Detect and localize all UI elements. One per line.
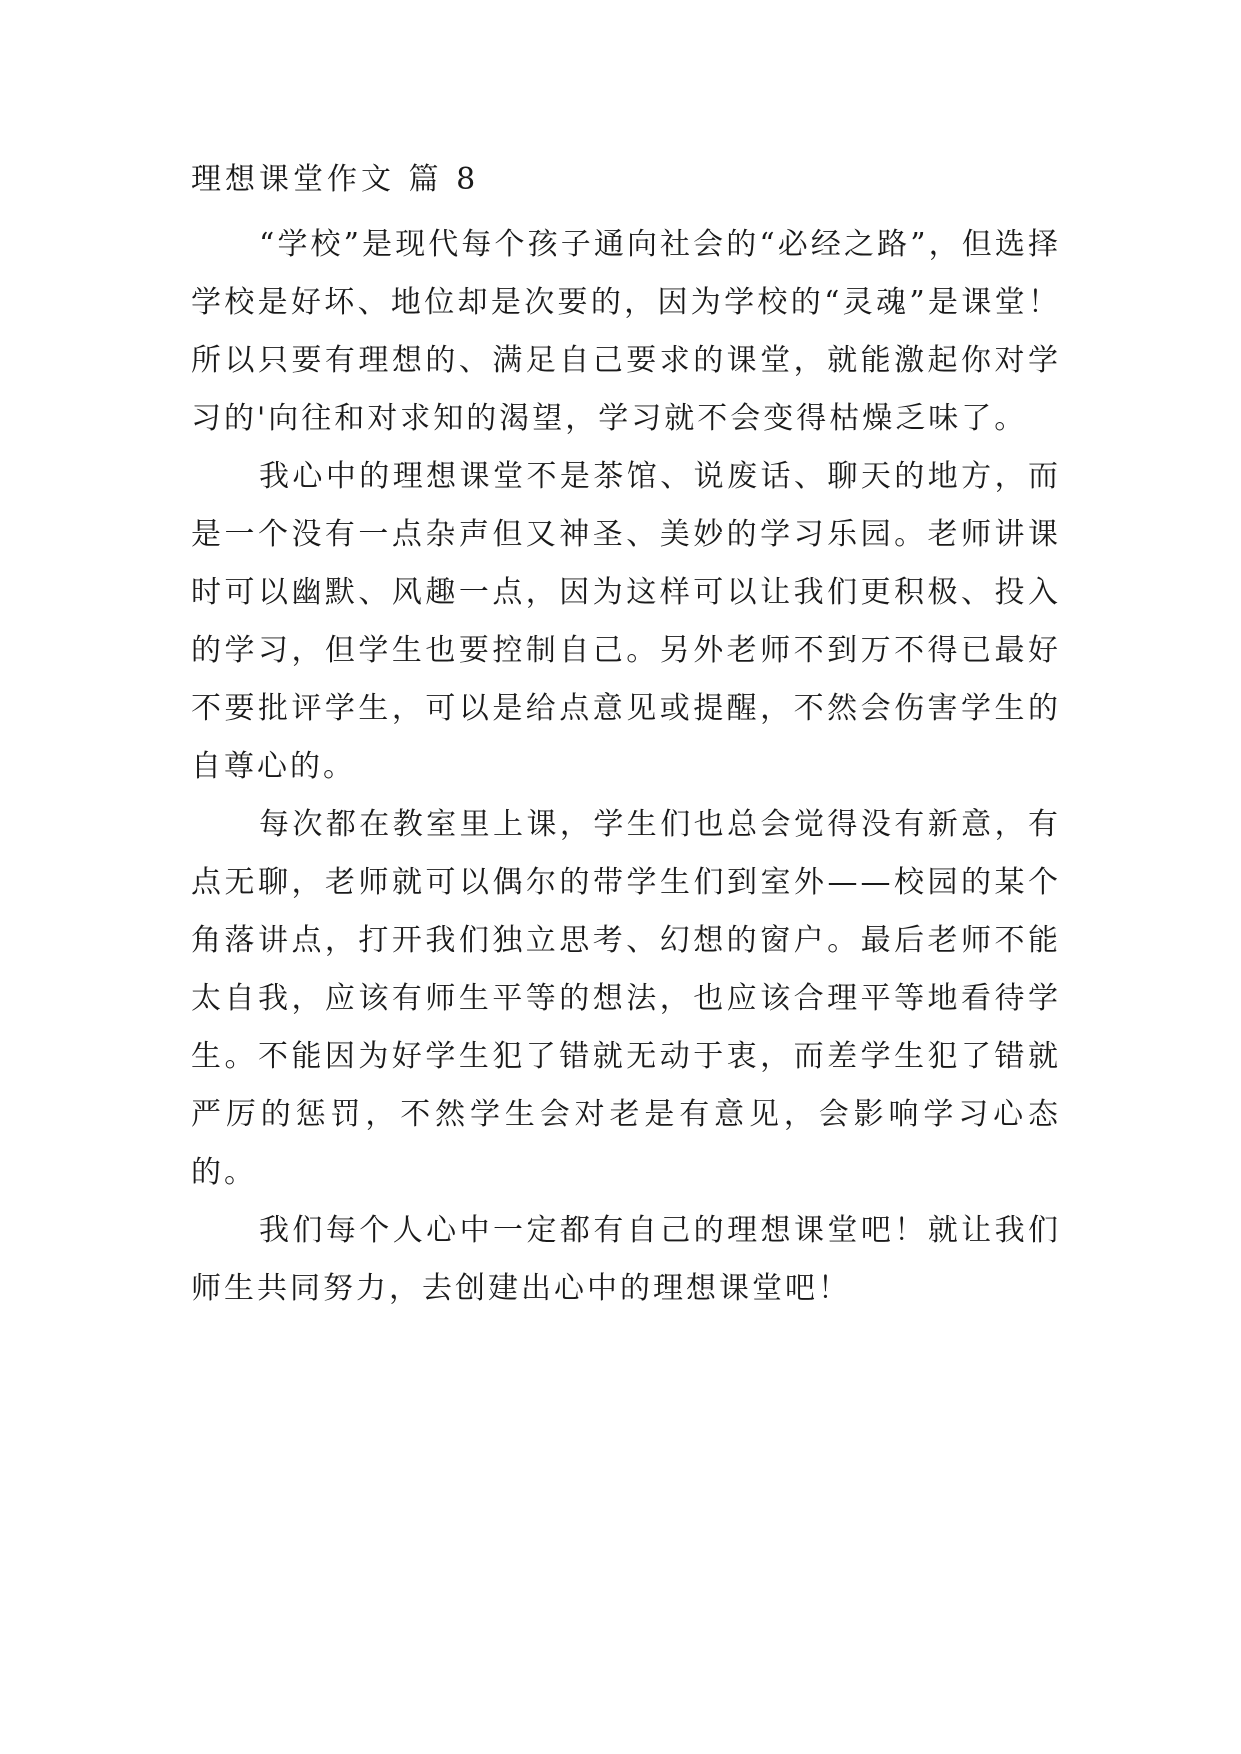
paragraph-4: 我们每个人心中一定都有自己的理想课堂吧！就让我们师生共同努力，去创建出心中的理想课堂吧！ (191, 1213, 1061, 1306)
paragraph-2: 我心中的理想课堂不是茶馆、说废话、聊天的地方，而是一个没有一点杂声但又神圣、美妙的学习乐园。老师讲课时可以幽默、风趣一点，因为这样可以让我们更积极、投入的学习，但学生也要控制自己。另外老师不到万不得已最好不要批评学生，可以是给点意见或提醒，不然会伤害学生的自尊心的。 (191, 459, 1061, 784)
paragraph-1: “学校”是现代每个孩子通向社会的“必经之路”，但选择学校是好坏、地位却是次要的，因为学校的“灵魂”是课堂！所以只要有理想的、满足自己要求的课堂，就能激起你对学习的'向往和对求知的渴望，学习就不会变得枯燥乏味了。 (191, 227, 1061, 436)
document-title: 理想课堂作文 篇 8 (191, 162, 480, 197)
paragraph-3: 每次都在教室里上课，学生们也总会觉得没有新意，有点无聊，老师就可以偶尔的带学生们到室外——校园的某个角落讲点，打开我们独立思考、幻想的窗户。最后老师不能太自我，应该有师生平等的想法，也应该合理平等地看待学生。不能因为好学生犯了错就无动于衷，而差学生犯了错就严厉的惩罚，不然学生会对老是有意见，会影响学习心态的。 (191, 807, 1061, 1190)
document-body (191, 162, 1061, 1318)
